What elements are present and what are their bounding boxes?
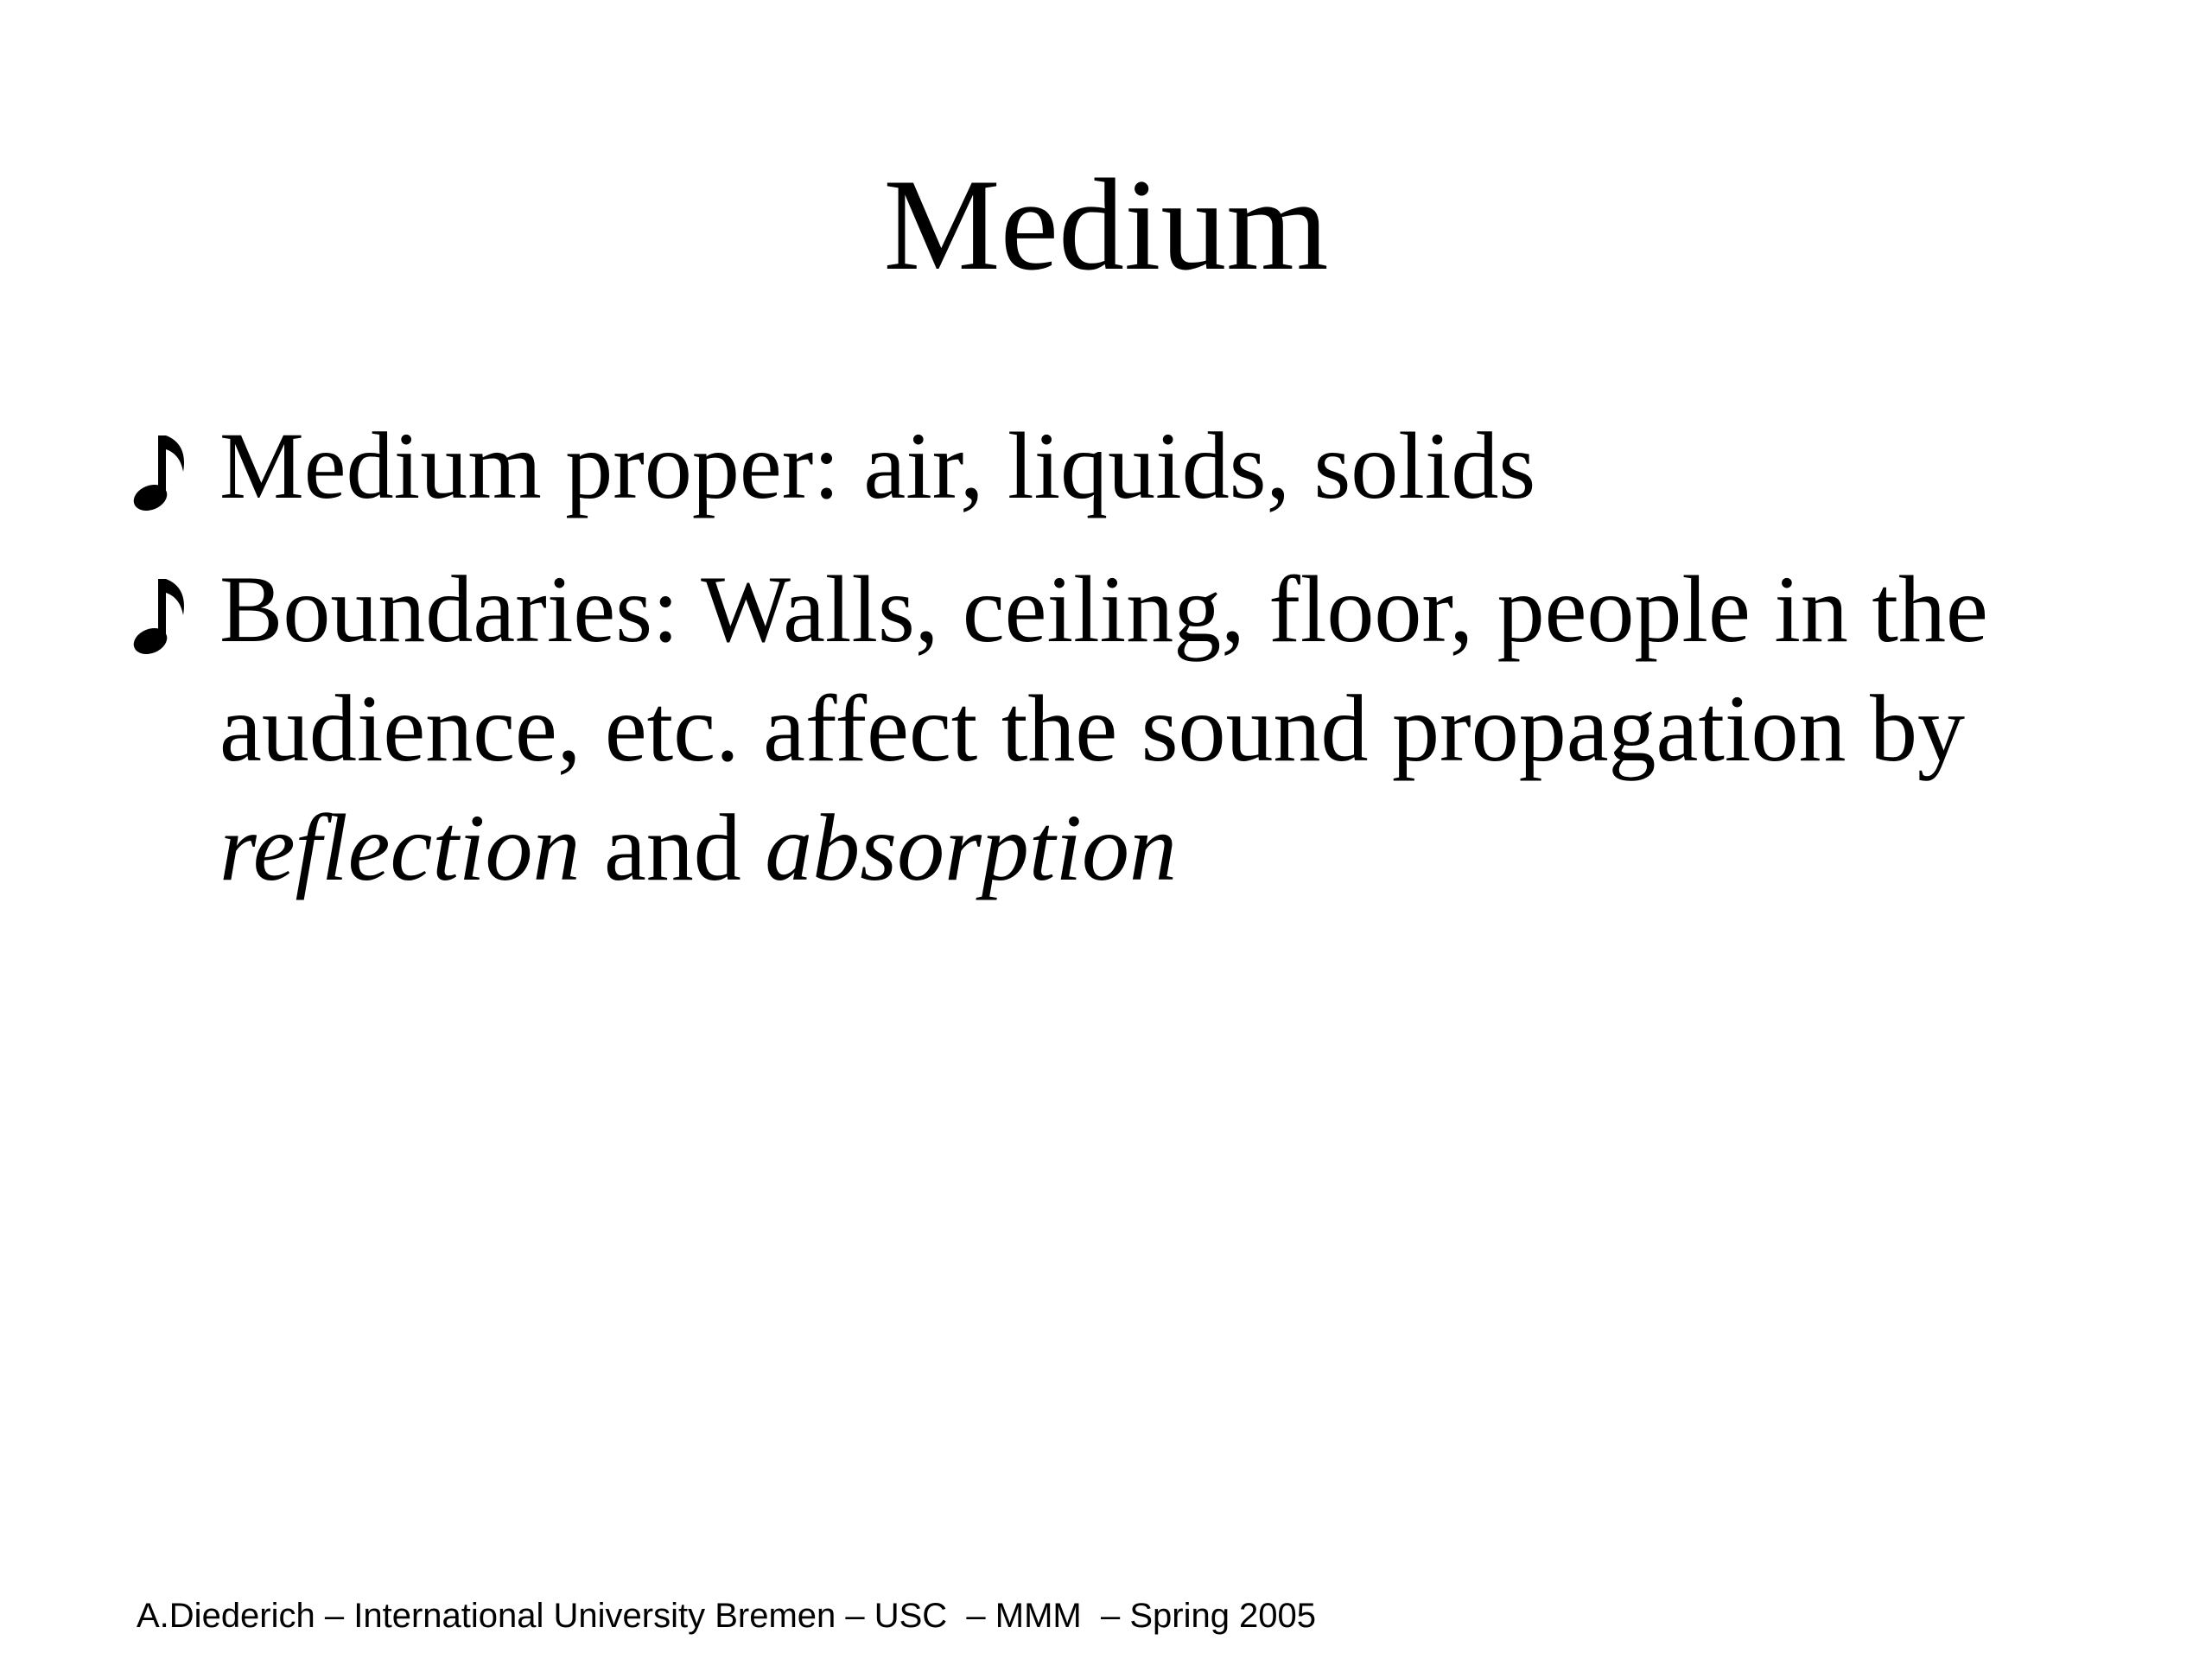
bullet-item: [130, 550, 2117, 907]
bullet-text: Medium proper: air, liquids, solids: [219, 413, 1536, 518]
bullet-list: [130, 406, 2117, 931]
bullet-item: [130, 406, 2117, 525]
music-note-icon: [130, 429, 190, 515]
emphasis-absorption: absorption: [765, 795, 1178, 900]
slide-footer: A.Diederich – International University Bremen – USC – MMM – Spring 2005: [137, 1597, 1317, 1635]
connector-text: and: [603, 795, 741, 900]
emphasis-reflection: reflection: [219, 795, 581, 900]
music-note-icon: [130, 572, 190, 658]
bullet-text: Boundaries: Walls, ceiling, floor, people in the audience, etc. affect the sound propagation by: [219, 556, 1988, 781]
slide-title: Medium: [883, 152, 1329, 297]
